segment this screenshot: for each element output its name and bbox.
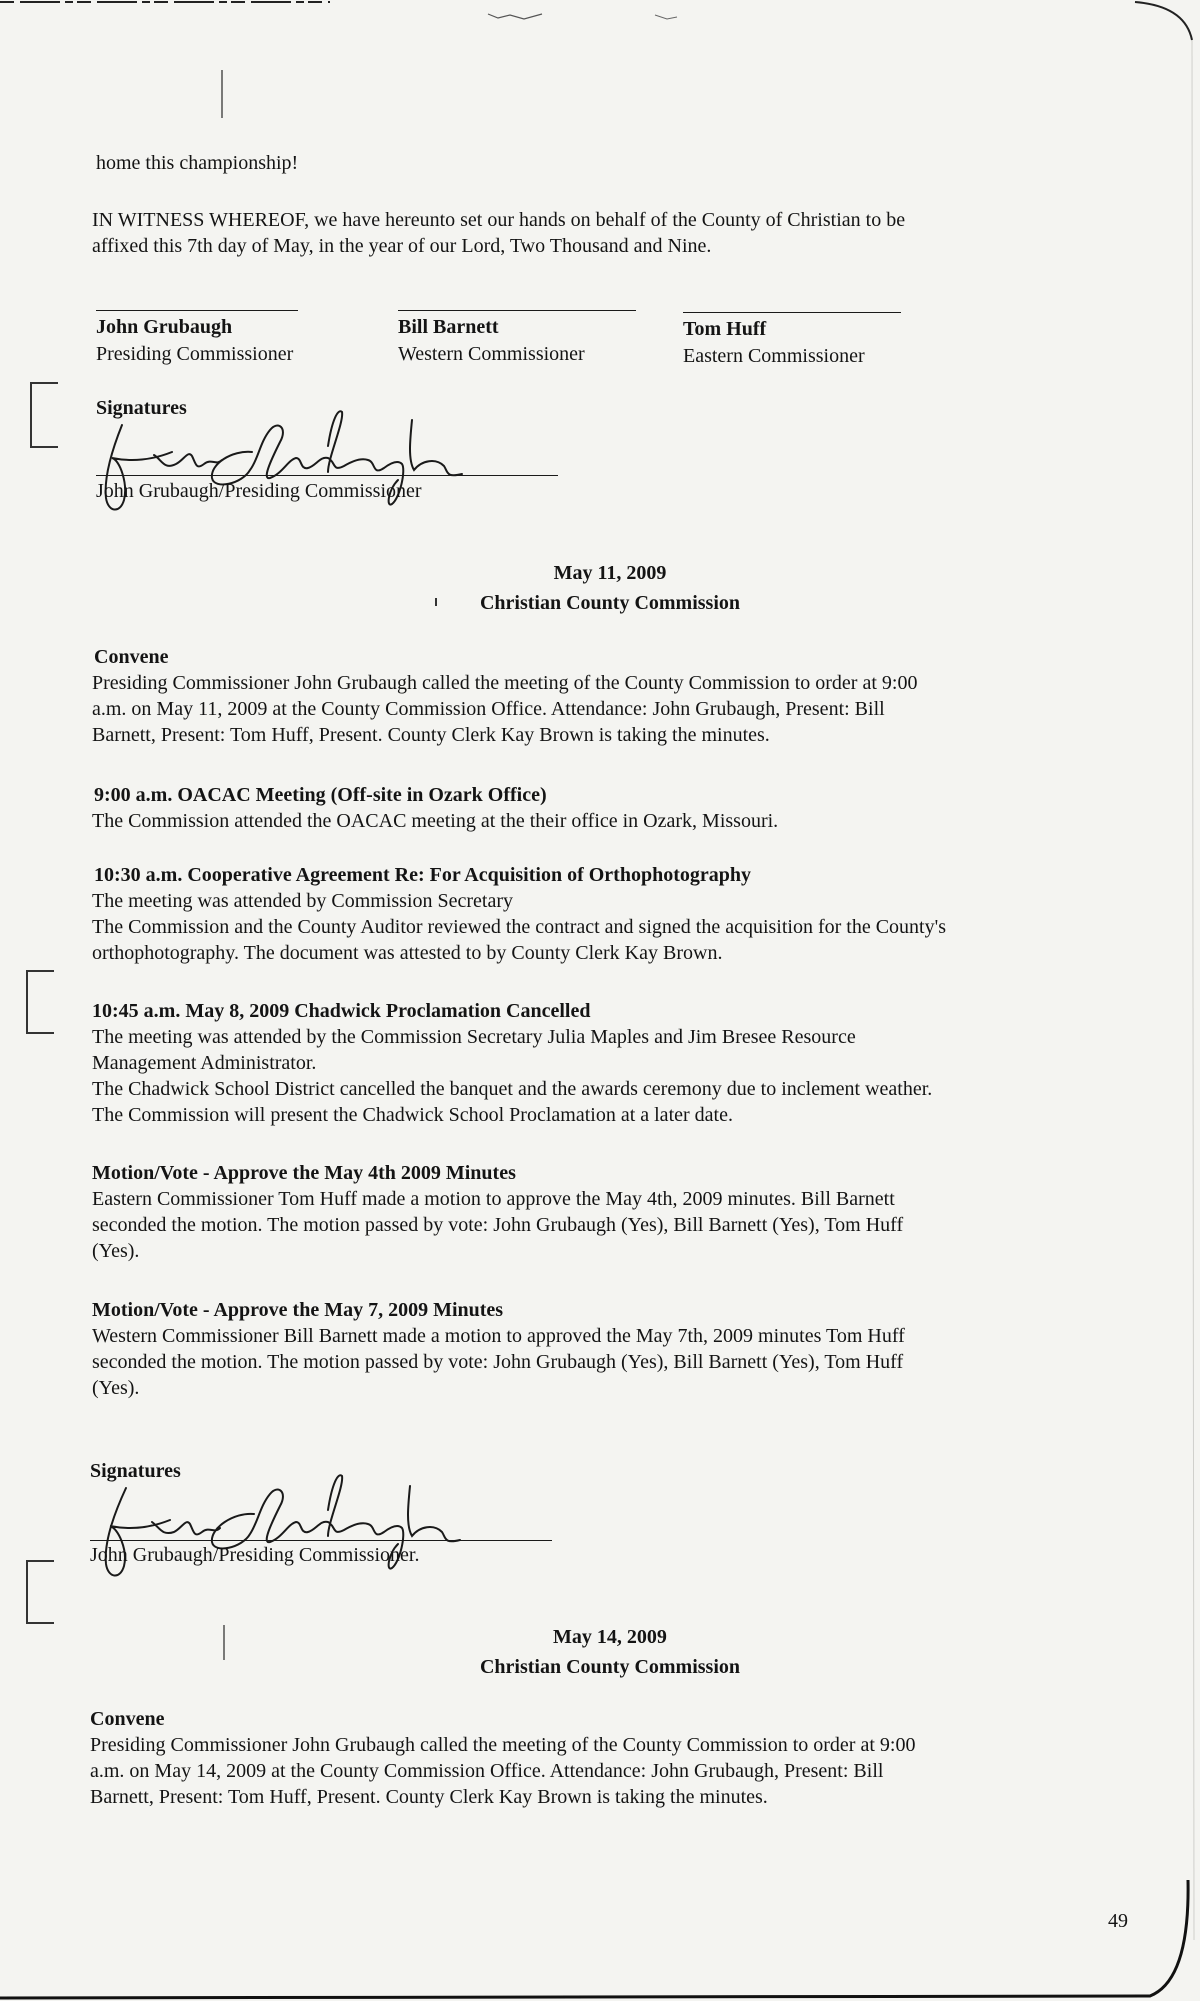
meeting-body: Christian County Commission xyxy=(479,592,741,614)
signature-line xyxy=(398,310,636,311)
section-heading: Convene xyxy=(90,1708,165,1730)
meeting-date: May 11, 2009 xyxy=(553,562,667,584)
signatures-heading: Signatures xyxy=(96,397,187,419)
section-body: The meeting was attended by the Commission Secretary Julia Maples and Jim Bresee Resource Management Administrator. The Chadwick School District cancelled the banquet and the awards ceremony due to inclement weather. The Commission will present the Chadwick School Proclamation at a later date. xyxy=(92,1026,933,1126)
signature-line xyxy=(683,312,901,313)
commissioner-title: Presiding Commissioner xyxy=(96,343,294,365)
section-heading: 10:30 a.m. Cooperative Agreement Re: For Acquisition of Orthophotography xyxy=(94,864,751,886)
signature-line xyxy=(96,310,298,311)
section-body: Western Commissioner Bill Barnett made a motion to approved the May 7th, 2009 minutes Tom Huff seconded the motion. The motion passed by vote: John Grubaugh (Yes), Bill Barnett (Yes), Tom Huff (Yes). xyxy=(92,1325,905,1399)
witness-paragraph: IN WITNESS WHEREOF, we have hereunto set our hands on behalf of the County of Christian to be affixed this 7th day of May, in the year of our Lord, Two Thousand and Nine. xyxy=(92,209,906,257)
signature-caption: John Grubaugh/Presiding Commissioner xyxy=(96,480,422,502)
meeting-date: May 14, 2009 xyxy=(553,1626,667,1648)
commissioner-name: Bill Barnett xyxy=(398,316,499,338)
section-body: Presiding Commissioner John Grubaugh called the meeting of the County Commission to order at 9:00 a.m. on May 11, 2009 at the County Commission Office. Attendance: John Grubaugh, Present: Bill Barnett, Present: Tom Huff, Present. County Clerk Kay Brown is taking the minutes. xyxy=(92,672,918,746)
section-heading: 9:00 a.m. OACAC Meeting (Off-site in Ozark Office) xyxy=(94,784,547,806)
continuation-line: home this championship! xyxy=(96,152,299,174)
commissioner-title: Western Commissioner xyxy=(398,343,585,365)
page-number: 49 xyxy=(1108,1910,1128,1932)
margin-bracket-mark xyxy=(26,1560,54,1624)
commissioner-name: John Grubaugh xyxy=(96,316,233,338)
meeting-body: Christian County Commission xyxy=(479,1656,741,1678)
handwritten-signature xyxy=(88,1470,488,1590)
section-heading: Motion/Vote - Approve the May 7, 2009 Minutes xyxy=(92,1299,504,1321)
signatures-heading: Signatures xyxy=(90,1460,181,1482)
signature-caption: John Grubaugh/Presiding Commissioner. xyxy=(90,1544,420,1566)
section-body: The meeting was attended by Commission Secretary The Commission and the County Auditor reviewed the contract and signed the acquisition for the County's orthophotography. The document was attested to by County Clerk Kay Brown. xyxy=(92,890,947,964)
section-heading: Convene xyxy=(94,646,169,668)
section-heading: 10:45 a.m. May 8, 2009 Chadwick Proclamation Cancelled xyxy=(92,1000,591,1022)
section-body: Eastern Commissioner Tom Huff made a motion to approve the May 4th, 2009 minutes. Bill Barnett seconded the motion. The motion passed by vote: John Grubaugh (Yes), Bill Barnett (Yes), Tom Huff (Yes). xyxy=(92,1188,904,1262)
section-heading: Motion/Vote - Approve the May 4th 2009 Minutes xyxy=(92,1162,516,1184)
commissioner-name: Tom Huff xyxy=(683,318,767,340)
signature-line xyxy=(96,475,558,476)
section-body: The Commission attended the OACAC meeting at the their office in Ozark, Missouri. xyxy=(92,810,779,832)
commissioner-title: Eastern Commissioner xyxy=(683,345,865,367)
signature-line xyxy=(90,1540,552,1541)
section-body: Presiding Commissioner John Grubaugh called the meeting of the County Commission to order at 9:00 a.m. on May 14, 2009 at the County Commission Office. Attendance: John Grubaugh, Present: Bill Barnett, Present: Tom Huff, Present. County Clerk Kay Brown is taking the minutes. xyxy=(90,1734,916,1808)
margin-bracket-mark xyxy=(26,970,54,1034)
margin-bracket-mark xyxy=(30,382,58,448)
